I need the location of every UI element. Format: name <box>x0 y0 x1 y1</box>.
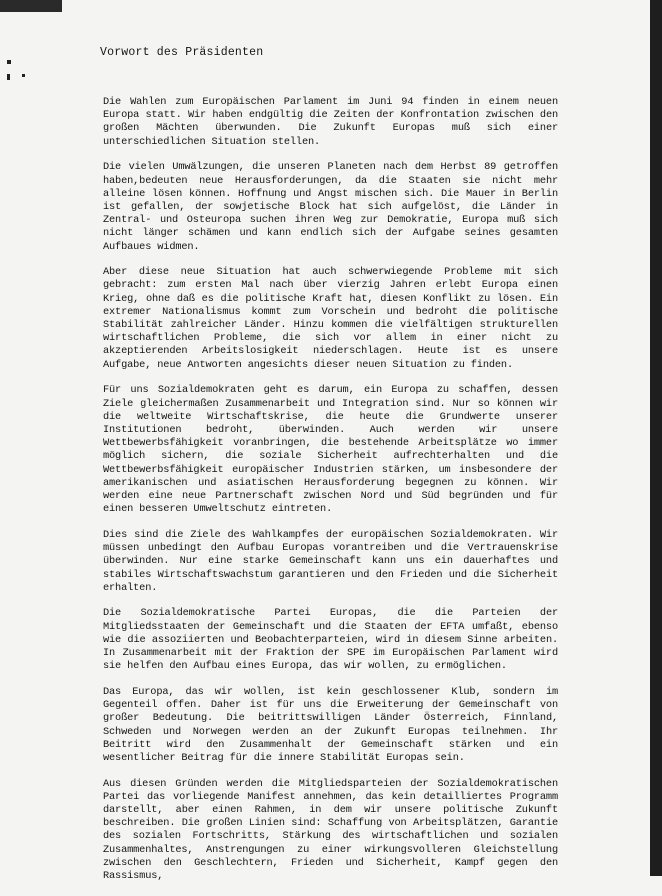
scan-edge-mark <box>0 0 62 12</box>
scan-speck <box>7 60 11 64</box>
paragraph-5: Dies sind die Ziele des Wahlkampfes der europäischen Sozialdemokraten. Wir müssen unbedingt den Aufbau Europas vorantreiben und die Vertrauenskrise überwinden. Nur eine starke Gemeinschaft kann uns ein dauerhaftes und stabiles Wirtschaftswachstum garantieren und den Frieden und die Sicherheit erhalten. <box>103 528 558 594</box>
paragraph-2: Die vielen Umwälzungen, die unseren Planeten nach dem Herbst 89 getroffen haben,bedeuten neue Herausforderungen, da die Staaten sie nicht mehr alleine lösen können. Hoffnung und Angst mischen sich. Die Mauer in Berlin ist gefallen, der sowjetische Block hat sich aufgelöst, die Länder in Zentral- und Osteuropa suchen ihren Weg zur Demokratie, Europa muß sich nicht länger schämen und kann endlich sich der Aufgabe seines gesamten Aufbaues widmen. <box>103 161 558 253</box>
paragraph-4: Für uns Sozialdemokraten geht es darum, ein Europa zu schaffen, dessen Ziele gleichermaßen Zusammenarbeit und Integration sind. Nur so können wir die weltweite Wirtschaftskrise, die heute die Grundwerte unserer Institutionen bedroht, überwinden. Auch werden wir unsere Wettbewerbsfähigkeit voranbringen, die bestehende Arbeitsplätze wo immer möglich sichern, die soziale Sicherheit aufrechterhalten und die Wettbewerbsfähigkeit europäischer Industrien stärken, um insbesondere der amerikanischen und asiatischen Herausforderung begegnen zu können. Wir werden eine neue Partnerschaft zwischen Nord und Süd begründen und für einen besseren Umweltschutz eintreten. <box>103 384 558 516</box>
paragraph-1: Die Wahlen zum Europäischen Parlament im Juni 94 finden in einem neuen Europa statt. Wir haben endgültig die Zeiten der Konfrontation zwischen den großen Mächten überwunden. Die Zukunft Europas muß sich einer unterschiedlichen Situation stellen. <box>103 96 558 148</box>
paragraph-7: Das Europa, das wir wollen, ist kein geschlossener Klub, sondern im Gegenteil offen. Daher ist für uns die Erweiterung der Gemeinschaft von großer Bedeutung. Die beitrittswilligen Länder Österreich, Finnland, Schweden und Norwegen werden an der Zukunft Europas teilnehmen. Ihr Beitritt wird den Zusammenhalt der Gemeinschaft stärken und ein wesentlicher Beitrag für die innere Stabilität Europas sein. <box>103 685 558 764</box>
paragraph-6: Die Sozialdemokratische Partei Europas, die die Parteien der Mitgliedsstaaten der Gemeinschaft und die Staaten der EFTA umfaßt, ebenso wie die assoziierten und Beobachterparteien, wird in diesem Sinne arbeiten. In Zusammenarbeit mit der Fraktion der SPE im Europäischen Parlament wird sie helfen den Aufbau eines Europa, das wir wollen, zu ermöglichen. <box>103 607 558 673</box>
paragraph-8: Aus diesen Gründen werden die Mitgliedsparteien der Sozialdemokratischen Partei das vorliegende Manifest annehmen, das kein detailliertes Programm darstellt, aber einen Rahmen, in dem wir unsere politische Zukunft beschreiben. Die großen Linien sind: Schaffung von Arbeitsplätzen, Garantie des sozialen Fortschritts, Stärkung des wirtschaftlichen und sozialen Zusammenhaltes, Anstrengungen zu einer wirkungsvolleren Gleichstellung zwischen den Geschlechtern, Frieden und Sicherheit, Kampf gegen den Rassismus, <box>103 777 558 883</box>
scan-speck <box>22 74 25 77</box>
page-title: Vorwort des Präsidenten <box>100 46 264 59</box>
scan-edge-border <box>650 0 662 876</box>
scan-speck <box>7 74 10 80</box>
document-body <box>103 96 558 896</box>
paragraph-3: Aber diese neue Situation hat auch schwerwiegende Probleme mit sich gebracht: zum ersten Mal nach über vierzig Jahren erlebt Europa einen Krieg, ohne daß es die politische Kraft hat, diesen Konflikt zu lösen. Ein extremer Nationalismus kommt zum Vorschein und bedroht die politische Stabilität zahlreicher Länder. Hinzu kommen die vielfältigen strukturellen wirtschaftlichen Probleme, die sich vor allem in einer nicht zu akzeptierenden Arbeitslosigkeit niederschlagen. Heute ist es unsere Aufgabe, neue Antworten angesichts dieser neuen Situation zu finden. <box>103 266 558 371</box>
